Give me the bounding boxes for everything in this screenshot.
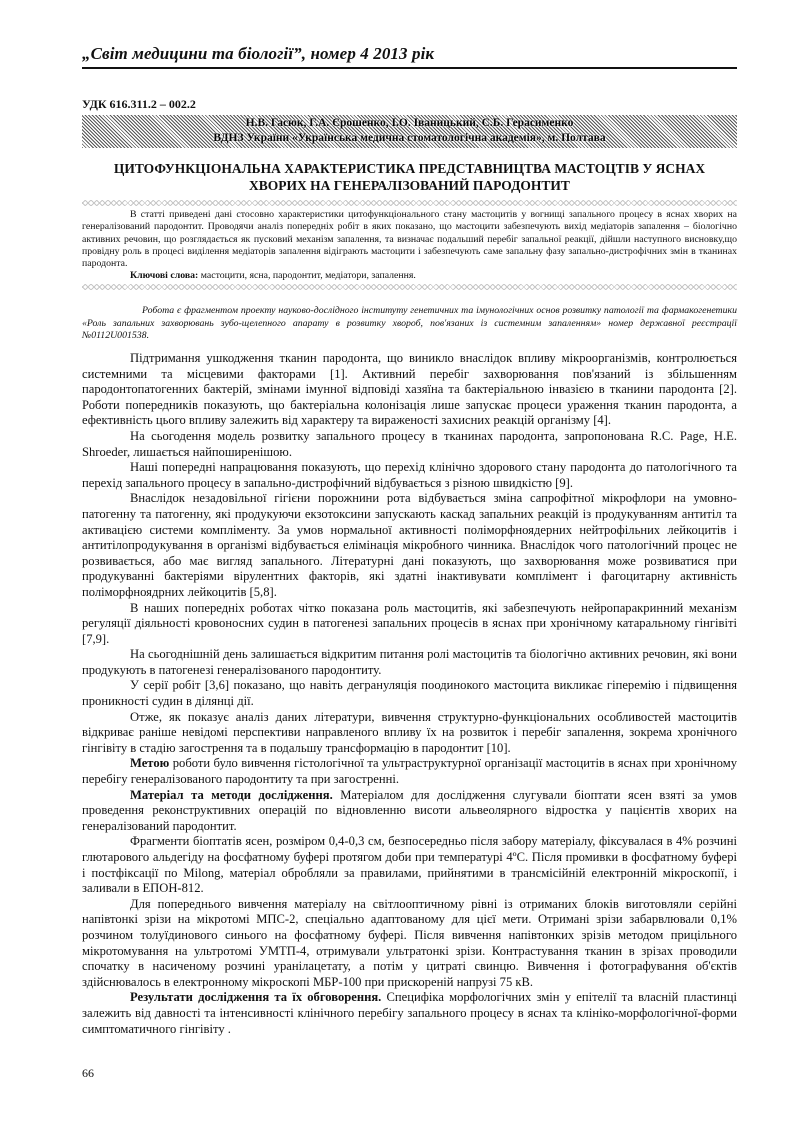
aim-paragraph (82, 756, 737, 787)
methods-text: Матеріалом для дослідження слугували біоптати ясен взяті за умов проведення реконструктивних операцій по відновленню висоти альвеолярного відростка у пацієнтів хворих на генералізований пародонтит. (82, 787, 737, 833)
methods-paragraph (82, 788, 737, 835)
journal-header: „Світ медицини та біології”, номер 4 2013 рік (82, 44, 737, 69)
body-paragraph: В наших попередніх роботах чітко показана роль мастоцитів, які забезпечують нейропаракринний механізм регуляції діяльності кровоносних судин в патогенезі запальних процесів в яснах при хронічному катаральному гінгівіті [7,9]. (82, 600, 737, 646)
results-text: Специфіка морфологічних змін у епітелії та власній пластинці залежить від давності та інтенсивності клінічного перебігу запального процесу в яснах та клініко-морфологічної-форми симптоматичного гінгівіту . (82, 990, 737, 1036)
body-paragraph: Наші попередні напрацювання показують, що перехід клінічно здорового стану пародонта до патологічного та перехід запального процесу в запально-дистрофічний відбувається з різною швидкістю [9]. (82, 460, 737, 490)
title-line-2: ХВОРИХ НА ГЕНЕРАЛІЗОВАНИЙ ПАРОДОНТИТ (249, 178, 570, 193)
body-paragraph: Підтримання ушкодження тканин пародонта, що виникло внаслідок впливу мікроорганізмів, контролюється системними та місцевими факторами [1]. Активний перебіг захворювання пов'язаний із збільшенням пародонтопатогенних бактерій, змінами імунної відповіді хазяїна та бактеріальною інвазією в тканини пародонта [2]. Роботи попередників показують, що бактеріальна колонізація лише запускає процеси ураження тканин пародонта, а ефективність цього впливу залежить від характеру та вираженості захисних реакцій організму [4]. (82, 351, 737, 428)
affiliation: ВДНЗ України «Українська медична стоматологічна академія», м. Полтава (213, 132, 606, 144)
funding-note: Робота є фрагментом проекту науково-дослідного інституту генетичних та імунологічних основ розвитку патології та фармакогенетики «Роль запальних захворювань зубо-щелепного апарату в розвитку хвороб, пов'язаних із системним запаленням» номер державної реєстрації №0112U001538. (82, 305, 737, 341)
body-paragraph: На сьогодення модель розвитку запального процесу в тканинах пародонта, запропонована R.C. Page, H.E. Shroeder, лишається найпоширенішою. (82, 428, 737, 459)
aim-text: роботи було вивчення гістологічної та ультраструктурної організації мастоцитів в яснах при хронічному перебігу генералізованого пародонтиту та при загостренні. (82, 756, 737, 787)
body-paragraph: Отже, як показує аналіз даних літератури, вивчення структурно-функціональних особливостей мастоцитів відкриває раніше невідомі перспективи направленого впливу їх на розвиток і перебіг запалення, зокрема хронічного гінгівіту в стадію загострення та в подальшу трансформацію в пародонтит [10]. (82, 709, 737, 755)
authors-band (82, 115, 737, 148)
aim-lead: Метою (130, 756, 170, 771)
results-paragraph (82, 990, 737, 1037)
body-paragraph: Внаслідок незадовільної гігієни порожнини рота відбувається зміна сапрофітної мікрофлори на умовно-патогенну та патогенну, які продукуючи екзотоксини запускають каскад запальних реакцій із продукуванням антитіл та активацією системи компліменту. За умов нормальної активності поліморфноядерних нейтрофільних лейкоцитів і антитілопродукування в організмі відбувається елімінація мікробного чинника. Внаслідок чого патологічний процес не розвивається, або має вигляд запального. Літературні дані показують, що захворювання може розвиватися при продукуванні бактеріями вірулентних факторів, які здатні інактивувати комплімент і фагоцитарну активність поліморфноядрних лейкоцитів [5,8]. (82, 491, 737, 599)
keywords-label: Ключові слова: (130, 270, 199, 282)
wave-divider-top (82, 200, 737, 206)
body-paragraph: Фрагменти біоптатів ясен, розміром 0,4-0,3 см, безпосередньо після забору матеріалу, фіксувалася в 4% розчині глютарового альдегіду на фосфатному буфері протягом доби при температурі 4ºС. Після промивки в фосфатному буфері і постфіксації по Milong, матеріал обробляли за правилами, прийнятими в трансмісійній електронній мікроскопії, і заливали в ЕПОН-812. (82, 834, 737, 896)
wave-divider-bottom (82, 284, 737, 290)
body-paragraph: У серії робіт [3,6] показано, що навіть дегрануляція поодинокого мастоцита викликає гіперемію і підвищення проникності судин в ділянці дії. (82, 678, 737, 709)
body-paragraph: На сьогоднішній день залишається відкритим питання ролі мастоцитів та біологічно активних речовин, які вони продукують в патогенезі генералізованого пародонтиту. (82, 647, 737, 677)
abstract-text: В статті приведені дані стосовно характеристики цитофункціонального стану мастоцитів у вогнищі запального процесу в яснах хворих на генералізований пародонтит. Проводячи аналіз попередніх робіт в яких показано, що мастоцити забезпечують вихід медіаторів запалення – біологічно активних речовин, що розглядається як пусковий механізм запалення, та визначає подальший перебіг запальної реакції, дійшли наступного висновку,що провідну роль в процесі виділення медіаторів запалення відіграють мастоцити і забезпечують саме запальну фазу запально-дистрофічних змін в тканинах пародонта. (82, 209, 737, 270)
article-body (82, 351, 737, 1037)
keywords-text: мастоцити, ясна, пародонтит, медіатори, запалення. (198, 270, 416, 282)
udc-code: УДК 616.311.2 – 002.2 (82, 97, 196, 111)
results-lead: Результати дослідження та їх обговорення. (130, 990, 382, 1005)
abstract (82, 209, 737, 283)
keywords (82, 270, 737, 282)
title-line-1: ЦИТОФУНКЦІОНАЛЬНА ХАРАКТЕРИСТИКА ПРЕДСТАВНИЦТВА МАСТОЦТІВ У ЯСНАХ (113, 161, 706, 176)
article-title (82, 160, 737, 194)
page-number: 66 (82, 1066, 94, 1080)
body-paragraph: Для попереднього вивчення матеріалу на світлооптичному рівні із отриманих блоків виготовляли серійні напівтонкі зрізи на мікротомі МПС-2, спеціально адаптованому для цієї мети. Отримані зрізи забарвлювали 0,1% розчином толуїдинового синього на фосфатному буфері. Після вивчення напівтонких зрізів методом прицільного мікротомування на ультротомі УМТП-4, отримували ультратонкі зрізи. Контрастування тканин в зрізах проводили спочатку в насиченому розчині уранілацетату, а потім у цитраті свинцю. Вивчення і фотографування об'єктів здійснювалось в електронному мікроскопі МБР-100 при прискореній напрузі 75 кВ. (82, 896, 737, 989)
authors: Н.В. Гасюк, Г.А. Єрошенко, І.О. Іваницький, С.Б. Герасименко (245, 117, 574, 129)
methods-lead: Матеріал та методи дослідження. (130, 787, 333, 802)
